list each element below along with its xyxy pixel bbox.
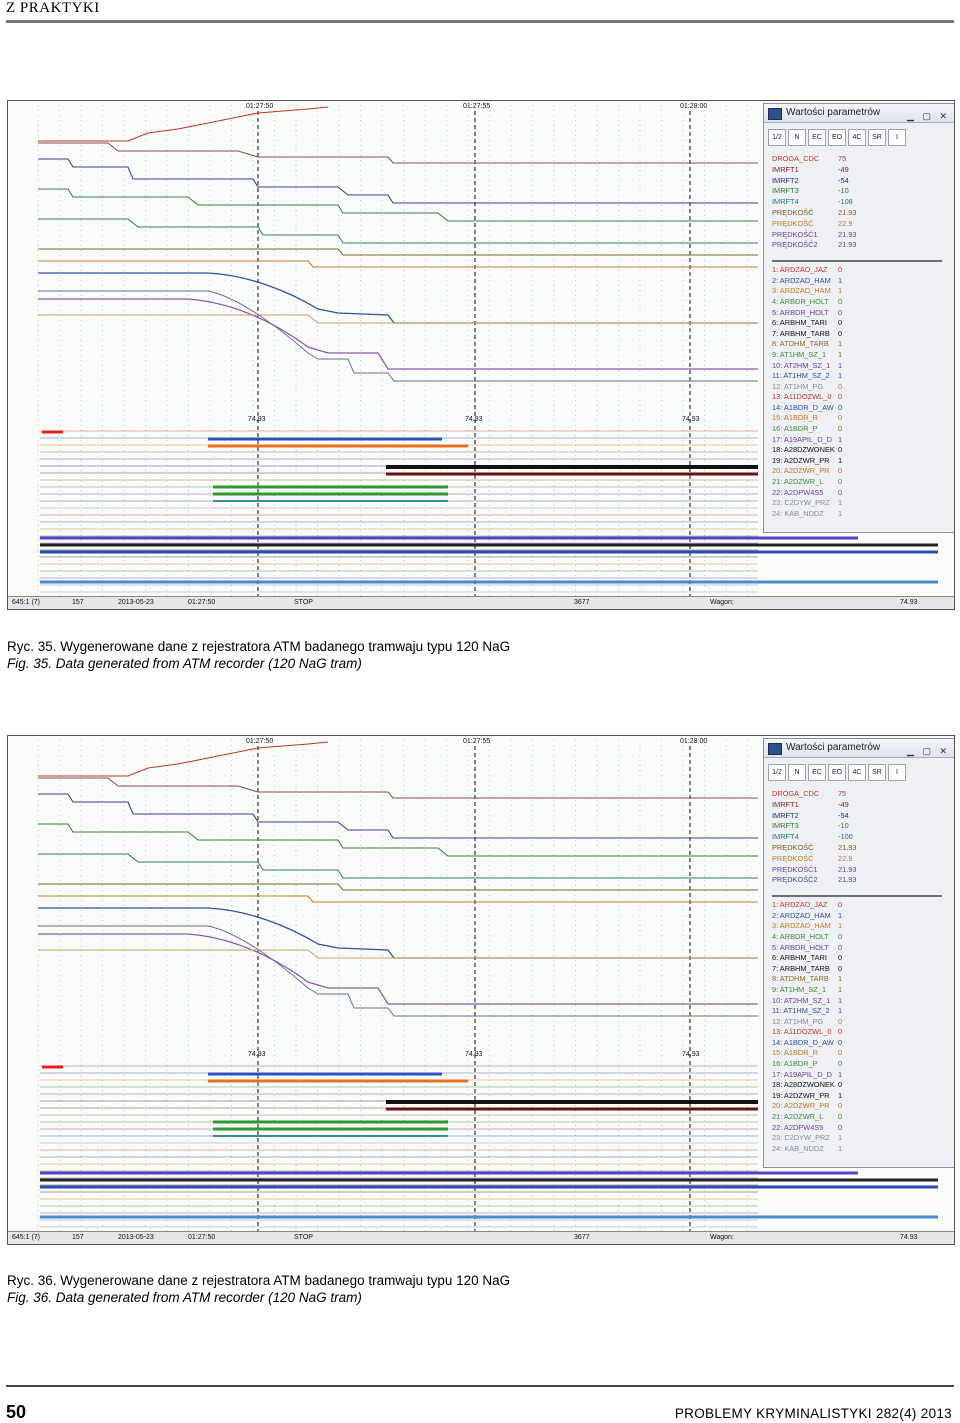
km-mark-label: 74.93 xyxy=(465,1051,483,1058)
panel-toolbar xyxy=(768,126,950,146)
parameter-name: 15: A1BDR_R xyxy=(772,413,819,423)
status-bar xyxy=(8,596,954,609)
parameter-row[interactable] xyxy=(772,186,942,197)
parameter-name: 13: A11DOZWL_0 xyxy=(772,1027,832,1037)
time-mark-label: 01:27:55 xyxy=(463,103,491,110)
parameter-value: 1 xyxy=(838,995,843,1005)
section-header: Z PRAKTYKI xyxy=(6,0,100,16)
km-mark-label: 74.93 xyxy=(682,416,700,423)
parameter-row[interactable] xyxy=(772,424,942,435)
speed-trace xyxy=(38,926,758,1016)
parameter-value: 0 xyxy=(838,381,843,391)
parameter-value: 0 xyxy=(838,477,843,487)
parameter-value: 21.93 xyxy=(838,864,857,874)
parameter-name: 21: A2DZWR_L xyxy=(772,1112,824,1122)
parameter-row[interactable] xyxy=(772,832,942,843)
parameter-value: 0 xyxy=(838,963,843,973)
analog-trace xyxy=(38,143,758,163)
parameter-row[interactable] xyxy=(772,308,942,319)
parameter-value: 75 xyxy=(838,154,847,163)
parameter-name: PRĘDKOŚĆ1 xyxy=(772,229,818,239)
parameter-value: 1 xyxy=(838,974,843,984)
parameter-name: 12: AT1HM_PG xyxy=(772,381,824,391)
status-bar xyxy=(8,1231,954,1244)
parameter-row[interactable] xyxy=(772,165,942,176)
parameter-row[interactable] xyxy=(772,1144,942,1155)
atm-recorder-screenshot xyxy=(7,100,955,610)
parameter-name: 5: ARBDR_HOLT xyxy=(772,307,829,317)
km-mark-label: 74.93 xyxy=(682,1051,700,1058)
status-date: 2013-05-23 xyxy=(118,1234,154,1241)
parameter-row[interactable] xyxy=(772,1027,942,1038)
km-mark-label: 74.93 xyxy=(248,416,266,423)
parameter-row[interactable] xyxy=(772,974,942,985)
parameter-name: 11: AT1HM_SZ_2 xyxy=(772,371,830,381)
parameter-row[interactable] xyxy=(772,371,942,382)
parameter-row[interactable] xyxy=(772,875,942,886)
parameter-name: PRĘDKOŚĆ xyxy=(772,842,814,852)
parameter-name: IMRFT2 xyxy=(772,810,799,820)
parameter-value: 0 xyxy=(838,424,843,434)
parameter-row[interactable] xyxy=(772,1091,942,1102)
analog-trace xyxy=(38,107,328,141)
parameter-row[interactable] xyxy=(772,1017,942,1028)
analog-trace xyxy=(38,742,328,776)
parameter-value: 21.93 xyxy=(838,207,857,217)
parameter-name: 14: A1BDR_D_AW xyxy=(772,1037,834,1047)
analog-trace xyxy=(38,778,758,798)
parameter-value: 0 xyxy=(838,931,843,941)
analog-trace xyxy=(38,896,758,902)
parameter-row[interactable] xyxy=(772,943,942,954)
panel-tool-button[interactable]: 4C xyxy=(848,129,866,146)
analog-trace xyxy=(38,824,758,856)
parameter-value: -54 xyxy=(838,175,849,185)
caption-polish: Ryc. 35. Wygenerowane dane z rejestratora ATM badanego tramwaju typu 120 NaG xyxy=(7,639,511,654)
panel-tool-button[interactable]: SR xyxy=(868,764,886,781)
parameter-name: 17: A19APIL_D_D xyxy=(772,434,832,444)
parameter-name: 10: AT2HM_SZ_1 xyxy=(772,995,831,1005)
status-stop: STOP xyxy=(294,1234,313,1241)
parameter-row[interactable] xyxy=(772,318,942,329)
panel-tool-button[interactable]: EO xyxy=(828,129,846,146)
parameter-name: IMRFT1 xyxy=(772,164,799,174)
panel-tool-button[interactable]: EC xyxy=(808,764,826,781)
parameter-name: 23: C2DYW_PRZ xyxy=(772,498,830,508)
parameter-name: IMRFT3 xyxy=(772,821,799,831)
parameter-row[interactable] xyxy=(772,854,942,865)
parameter-value: 1 xyxy=(838,910,843,920)
parameter-value: 0 xyxy=(838,1101,843,1111)
header-rule xyxy=(6,20,954,23)
parameter-value: -108 xyxy=(838,197,853,207)
parameter-name: 14: A1BDR_D_AW xyxy=(772,402,834,412)
parameter-separator xyxy=(772,251,942,262)
parameter-value: 21.93 xyxy=(838,875,857,885)
parameter-value: 1 xyxy=(838,498,843,508)
parameter-name: 7: ARBHM_TARB xyxy=(772,963,830,973)
status-distance: 3677 xyxy=(574,599,590,606)
status-time: 01:27:50 xyxy=(188,1234,216,1241)
parameter-row[interactable] xyxy=(772,1123,942,1134)
parameter-row[interactable] xyxy=(772,208,942,219)
time-mark-label: 01:28:00 xyxy=(680,103,708,110)
panel-toolbar xyxy=(768,761,950,781)
parameter-row[interactable] xyxy=(772,789,942,800)
analog-trace xyxy=(38,189,758,221)
parameter-row[interactable] xyxy=(772,382,942,393)
status-wagon-label: Wagon: xyxy=(710,599,734,606)
parameter-row[interactable] xyxy=(772,1070,942,1081)
panel-tool-button[interactable]: SR xyxy=(868,129,886,146)
journal-title: PROBLEMY KRYMINALISTYKI 282(4) 2013 xyxy=(674,1406,952,1421)
parameter-values-panel xyxy=(763,738,955,1168)
parameter-row[interactable] xyxy=(772,361,942,372)
caption-english: Fig. 36. Data generated from ATM recorder (120 NaG tram) xyxy=(7,1290,362,1305)
parameter-value: -10 xyxy=(838,186,849,196)
parameter-name: 6: ARBHM_TARI xyxy=(772,953,827,963)
parameter-row[interactable] xyxy=(772,921,942,932)
parameter-value: 1 xyxy=(838,1133,843,1143)
window-icon xyxy=(768,108,782,120)
parameter-name: 22: A2DPW4S5 xyxy=(772,1122,824,1132)
parameter-name: 18: A28DZWONEK xyxy=(772,445,835,455)
parameter-row[interactable] xyxy=(772,1006,942,1017)
parameter-value: 22.9 xyxy=(838,853,853,863)
parameter-value: -10 xyxy=(838,821,849,831)
parameter-name: 11: AT1HM_SZ_2 xyxy=(772,1006,830,1016)
parameter-row[interactable] xyxy=(772,435,942,446)
parameter-value: 1 xyxy=(838,275,843,285)
parameter-name: IMRFT3 xyxy=(772,186,799,196)
parameter-row[interactable] xyxy=(772,996,942,1007)
parameter-name: 13: A11DOZWL_0 xyxy=(772,392,832,402)
parameter-name: 15: A1BDR_R xyxy=(772,1048,819,1058)
parameter-name: PRĘDKOŚĆ2 xyxy=(772,875,818,885)
parameter-row[interactable] xyxy=(772,240,942,251)
parameter-value: 0 xyxy=(838,392,843,402)
parameter-name: 8: ATDHM_TARB xyxy=(772,974,829,984)
parameter-name: 16: A1BDR_P xyxy=(772,424,818,434)
parameter-row[interactable] xyxy=(772,865,942,876)
time-mark-label: 01:27:50 xyxy=(246,738,274,745)
status-stop: STOP xyxy=(294,599,313,606)
parameter-name: 3: ARDZAD_HAM xyxy=(772,286,831,296)
panel-tool-button[interactable]: 4C xyxy=(848,764,866,781)
panel-tool-button[interactable]: I xyxy=(888,764,906,781)
parameter-name: 9: AT1HM_SZ_1 xyxy=(772,349,827,359)
parameter-name: 24: KAB_NDDZ xyxy=(772,508,824,518)
parameter-name: 12: AT1HM_PG xyxy=(772,1016,824,1026)
parameter-value: 1 xyxy=(838,1006,843,1016)
caption-english: Fig. 35. Data generated from ATM recorder (120 NaG tram) xyxy=(7,656,362,671)
parameter-row[interactable] xyxy=(772,176,942,187)
parameter-value: 0 xyxy=(838,487,843,497)
parameter-value: 1 xyxy=(838,349,843,359)
parameter-row[interactable] xyxy=(772,1133,942,1144)
caption-polish: Ryc. 36. Wygenerowane dane z rejestratora ATM badanego tramwaju typu 120 NaG xyxy=(7,1273,511,1288)
parameter-value: 22.9 xyxy=(838,218,853,228)
panel-tool-button[interactable]: 1/2 xyxy=(768,764,786,781)
parameter-value: 1 xyxy=(838,339,843,349)
parameter-value: 21.93 xyxy=(838,229,857,239)
parameter-row[interactable] xyxy=(772,197,942,208)
parameter-value: -49 xyxy=(838,164,849,174)
panel-tool-button[interactable]: N xyxy=(788,129,806,146)
parameter-value: 0 xyxy=(838,1048,843,1058)
parameter-name: 20: A2DZWR_PR xyxy=(772,466,830,476)
parameter-name: 6: ARBHM_TARI xyxy=(772,318,827,328)
parameter-name: 4: ARBDR_HOLT xyxy=(772,931,829,941)
panel-tool-button[interactable]: 1/2 xyxy=(768,129,786,146)
parameter-row[interactable] xyxy=(772,445,942,456)
parameter-name: 19: A2DZWR_PR xyxy=(772,455,830,465)
panel-title: Wartości parametrów xyxy=(786,107,881,118)
figure-caption-36 xyxy=(7,1272,510,1306)
speed-trace xyxy=(38,315,758,323)
parameter-name: PRĘDKOŚĆ1 xyxy=(772,864,818,874)
parameter-name: DROGA_CDC xyxy=(772,154,820,163)
page-number: 50 xyxy=(6,1402,27,1422)
parameter-row[interactable] xyxy=(772,1059,942,1070)
parameter-name: 19: A2DZWR_PR xyxy=(772,1090,830,1100)
parameter-value: 0 xyxy=(838,466,843,476)
speed-trace xyxy=(38,950,758,958)
parameter-row[interactable] xyxy=(772,466,942,477)
time-mark-label: 01:27:50 xyxy=(246,103,274,110)
atm-recorder-screenshot xyxy=(7,735,955,1245)
status-km: 74.93 xyxy=(900,599,918,606)
parameter-row[interactable] xyxy=(772,350,942,361)
parameter-value: 0 xyxy=(838,445,843,455)
analog-trace xyxy=(38,249,758,255)
parameter-name: 20: A2DZWR_PR xyxy=(772,1101,830,1111)
parameter-name: PRĘDKOŚĆ xyxy=(772,218,814,228)
panel-tool-button[interactable]: EO xyxy=(828,764,846,781)
parameter-name: 10: AT2HM_SZ_1 xyxy=(772,360,831,370)
parameter-name: IMRFT4 xyxy=(772,197,799,207)
status-km: 74.93 xyxy=(900,1234,918,1241)
parameter-value: 1 xyxy=(838,1069,843,1079)
parameter-value: 75 xyxy=(838,789,847,798)
parameter-row[interactable] xyxy=(772,477,942,488)
parameter-value: 1 xyxy=(838,508,843,518)
parameter-row[interactable] xyxy=(772,339,942,350)
parameter-row[interactable] xyxy=(772,900,942,911)
parameter-name: IMRFT2 xyxy=(772,175,799,185)
parameter-row[interactable] xyxy=(772,1101,942,1112)
parameter-value: 0 xyxy=(838,1037,843,1047)
status-record: 645:1 (7) xyxy=(12,1234,41,1241)
parameter-row[interactable] xyxy=(772,456,942,467)
parameter-row[interactable] xyxy=(772,413,942,424)
parameter-value: 0 xyxy=(838,900,843,910)
parameter-value: -49 xyxy=(838,799,849,809)
footer-rule xyxy=(6,1385,954,1387)
panel-tool-button[interactable]: EC xyxy=(808,129,826,146)
window-controls[interactable]: ▁ ▢ ✕ xyxy=(907,746,950,756)
parameter-name: 2: ARDZAD_HAM xyxy=(772,275,831,285)
parameter-value: -100 xyxy=(838,832,853,842)
speed-trace xyxy=(38,291,758,381)
parameter-name: 16: A1BDR_P xyxy=(772,1059,818,1069)
parameter-row[interactable] xyxy=(772,911,942,922)
parameter-name: 3: ARDZAD_HAM xyxy=(772,921,831,931)
parameter-row[interactable] xyxy=(772,488,942,499)
parameter-value: 0 xyxy=(838,402,843,412)
panel-tool-button[interactable]: I xyxy=(888,129,906,146)
parameter-row[interactable] xyxy=(772,403,942,414)
panel-title-bar xyxy=(764,739,954,758)
parameter-value: 0 xyxy=(838,328,843,338)
parameter-row[interactable] xyxy=(772,329,942,340)
parameter-row[interactable] xyxy=(772,1048,942,1059)
figure-caption-35 xyxy=(7,638,510,672)
speed-trace xyxy=(38,934,758,1004)
parameter-value: 0 xyxy=(838,307,843,317)
parameter-row[interactable] xyxy=(772,1038,942,1049)
parameter-name: 8: ATDHM_TARB xyxy=(772,339,829,349)
parameter-value: 0 xyxy=(838,1080,843,1090)
parameter-name: 17: A19APIL_D_D xyxy=(772,1069,832,1079)
panel-tool-button[interactable]: N xyxy=(788,764,806,781)
parameter-value: 1 xyxy=(838,371,843,381)
parameter-value: 0 xyxy=(838,942,843,952)
status-wagon-label: Wagon: xyxy=(710,1234,734,1241)
parameter-separator xyxy=(772,886,942,897)
analog-trace xyxy=(38,261,758,267)
km-mark-label: 74.93 xyxy=(248,1051,266,1058)
parameter-value: -54 xyxy=(838,810,849,820)
parameter-list xyxy=(772,789,942,1154)
parameter-name: 5: ARBDR_HOLT xyxy=(772,942,829,952)
window-controls[interactable]: ▁ ▢ ✕ xyxy=(907,111,950,121)
parameter-name: 23: C2DYW_PRZ xyxy=(772,1133,830,1143)
status-distance: 3677 xyxy=(574,1234,590,1241)
status-count: 157 xyxy=(72,1234,84,1241)
status-count: 157 xyxy=(72,599,84,606)
parameter-name: 1: ARDZAD_JAZ xyxy=(772,265,828,275)
parameter-value: 0 xyxy=(838,1027,843,1037)
parameter-name: PRĘDKOŚĆ2 xyxy=(772,240,818,250)
parameter-value: 0 xyxy=(838,265,843,275)
status-date: 2013-05-23 xyxy=(118,599,154,606)
parameter-name: 21: A2DZWR_L xyxy=(772,477,824,487)
speed-trace xyxy=(38,299,758,369)
parameter-list xyxy=(772,154,942,519)
parameter-value: 1 xyxy=(838,455,843,465)
parameter-value: 21.93 xyxy=(838,240,857,250)
parameter-value: 21.93 xyxy=(838,842,857,852)
parameter-name: PRĘDKOŚĆ xyxy=(772,207,814,217)
parameter-row[interactable] xyxy=(772,276,942,287)
parameter-name: PRĘDKOŚĆ xyxy=(772,853,814,863)
parameter-name: IMRFT1 xyxy=(772,799,799,809)
parameter-value: 0 xyxy=(838,1112,843,1122)
parameter-value: 1 xyxy=(838,1090,843,1100)
parameter-row[interactable] xyxy=(772,843,942,854)
parameter-row[interactable] xyxy=(772,154,942,165)
parameter-row[interactable] xyxy=(772,230,942,241)
parameter-row[interactable] xyxy=(772,286,942,297)
parameter-value: 0 xyxy=(838,1122,843,1132)
parameter-name: 4: ARBDR_HOLT xyxy=(772,296,829,306)
time-mark-label: 01:28:00 xyxy=(680,738,708,745)
parameter-value: 0 xyxy=(838,1016,843,1026)
analog-trace xyxy=(38,884,758,890)
parameter-value: 1 xyxy=(838,1143,843,1153)
parameter-row[interactable] xyxy=(772,811,942,822)
parameter-name: 9: AT1HM_SZ_1 xyxy=(772,984,827,994)
parameter-name: 24: KAB_NDDZ xyxy=(772,1143,824,1153)
parameter-value: 0 xyxy=(838,1059,843,1069)
parameter-value: 0 xyxy=(838,296,843,306)
parameter-row[interactable] xyxy=(772,1080,942,1091)
parameter-name: 7: ARBHM_TARB xyxy=(772,328,830,338)
parameter-row[interactable] xyxy=(772,985,942,996)
parameter-row[interactable] xyxy=(772,509,942,520)
time-mark-label: 01:27:55 xyxy=(463,738,491,745)
parameter-value: 1 xyxy=(838,984,843,994)
panel-title: Wartości parametrów xyxy=(786,742,881,753)
parameter-value: 1 xyxy=(838,286,843,296)
panel-title-bar xyxy=(764,104,954,123)
status-time: 01:27:50 xyxy=(188,599,216,606)
parameter-value: 0 xyxy=(838,953,843,963)
parameter-row[interactable] xyxy=(772,297,942,308)
parameter-value: 1 xyxy=(838,360,843,370)
parameter-row[interactable] xyxy=(772,219,942,230)
parameter-row[interactable] xyxy=(772,1112,942,1123)
parameter-row[interactable] xyxy=(772,964,942,975)
parameter-value: 0 xyxy=(838,318,843,328)
parameter-name: 1: ARDZAD_JAZ xyxy=(772,900,828,910)
parameter-value: 1 xyxy=(838,921,843,931)
parameter-row[interactable] xyxy=(772,265,942,276)
parameter-row[interactable] xyxy=(772,932,942,943)
parameter-name: 22: A2DPW4S5 xyxy=(772,487,824,497)
parameter-name: IMRFT4 xyxy=(772,832,799,842)
parameter-name: DROGA_CDC xyxy=(772,789,820,798)
parameter-name: 2: ARDZAD_HAM xyxy=(772,910,831,920)
km-mark-label: 74.93 xyxy=(465,416,483,423)
parameter-value: 0 xyxy=(838,413,843,423)
parameter-values-panel xyxy=(763,103,955,533)
parameter-value: 1 xyxy=(838,434,843,444)
parameter-row[interactable] xyxy=(772,821,942,832)
parameter-row[interactable] xyxy=(772,392,942,403)
window-icon xyxy=(768,743,782,755)
status-record: 645:1 (7) xyxy=(12,599,41,606)
parameter-row[interactable] xyxy=(772,953,942,964)
parameter-row[interactable] xyxy=(772,498,942,509)
parameter-row[interactable] xyxy=(772,800,942,811)
parameter-name: 18: A28DZWONEK xyxy=(772,1080,835,1090)
